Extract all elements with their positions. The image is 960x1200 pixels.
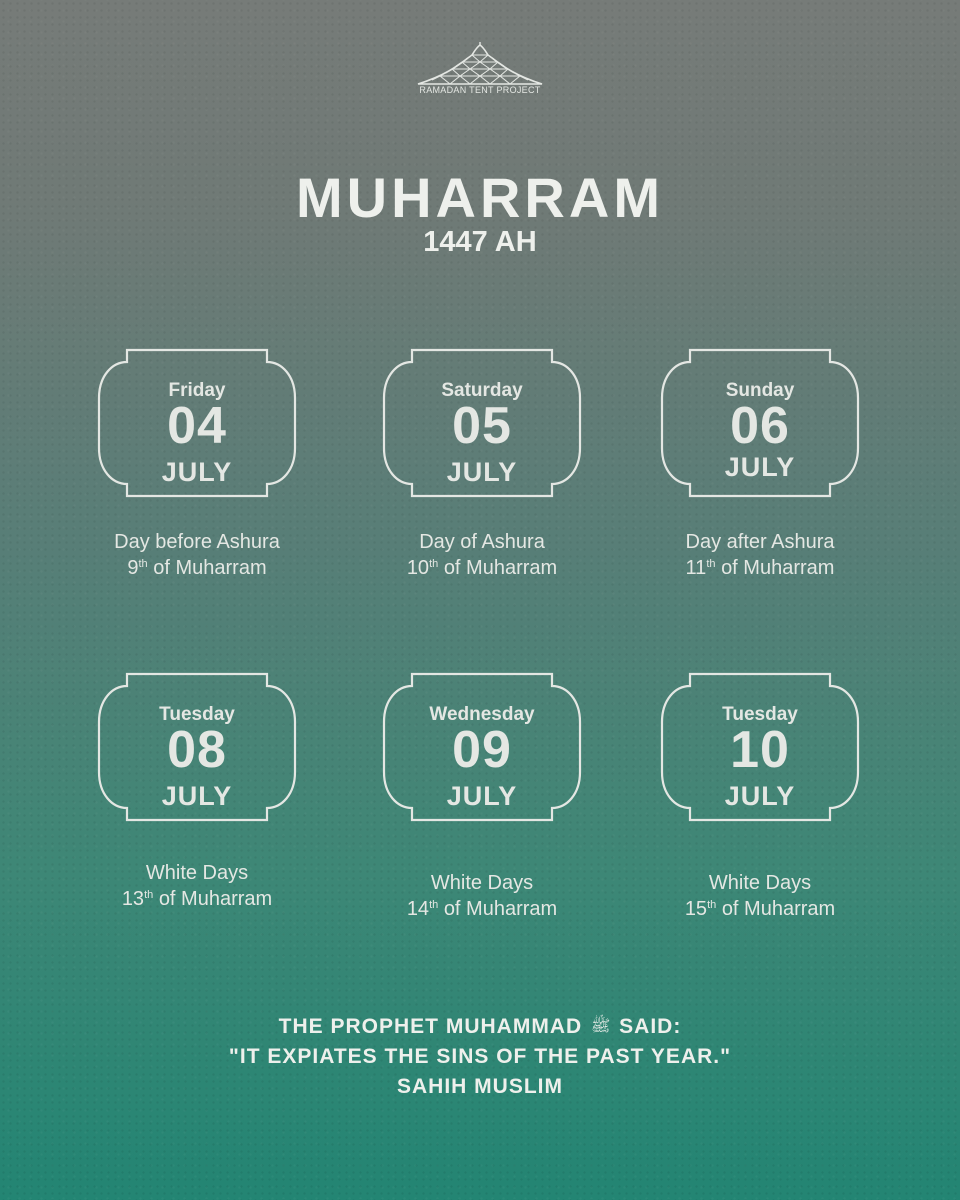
date-number: 06 [730, 397, 790, 455]
caption-line1: Day before Ashura [114, 531, 280, 553]
date-number: 05 [452, 397, 512, 455]
weekday: Wednesday [429, 704, 535, 725]
quote-source: SAHIH MUSLIM [397, 1074, 563, 1098]
quote-text: "IT EXPIATES THE SINS OF THE PAST YEAR." [228, 1044, 732, 1068]
tent-dome-logo-icon [410, 42, 550, 86]
caption-line1: Day of Ashura [419, 531, 545, 553]
month: JULY [724, 781, 796, 811]
caption [67, 860, 327, 913]
caption-line2: 9th of Muharram [127, 557, 267, 580]
weekday: Friday [168, 380, 226, 401]
weekday: Tuesday [159, 704, 235, 725]
weekday: Sunday [725, 380, 795, 401]
brand-name: RAMADAN TENT PROJECT [419, 85, 541, 95]
caption-line1: Day after Ashura [685, 531, 835, 553]
caption [67, 529, 327, 582]
caption-line2: 15th of Muharram [684, 898, 836, 921]
month: JULY [446, 781, 518, 811]
weekday: Tuesday [722, 704, 798, 725]
weekday: Saturday [441, 380, 523, 401]
caption [630, 870, 890, 923]
month: JULY [161, 457, 233, 487]
hadith-quote [0, 1012, 960, 1101]
date-number: 09 [452, 721, 512, 779]
month: JULY [724, 452, 796, 482]
caption [352, 870, 612, 923]
honorific-symbol: ﷺ [591, 1018, 611, 1035]
date-number: 04 [167, 397, 227, 455]
hijri-year: 1447 AH [423, 226, 537, 258]
caption-line1: White Days [430, 872, 534, 894]
quote-attribution: THE PROPHET MUHAMMAD ﷺ SAID: [278, 1015, 682, 1038]
brand-logo [410, 42, 550, 100]
month: JULY [161, 781, 233, 811]
caption [352, 529, 612, 582]
page-title: MUHARRAM [296, 166, 664, 229]
date-number: 08 [167, 721, 227, 779]
caption-line1: White Days [708, 872, 812, 894]
caption [630, 529, 890, 582]
date-number: 10 [730, 721, 790, 779]
caption-line2: 10th of Muharram [406, 557, 558, 580]
month: JULY [446, 457, 518, 487]
caption-line2: 14th of Muharram [406, 898, 558, 921]
caption-line2: 13th of Muharram [121, 888, 273, 911]
caption-line2: 11th of Muharram [685, 557, 835, 580]
caption-line1: White Days [145, 862, 249, 884]
